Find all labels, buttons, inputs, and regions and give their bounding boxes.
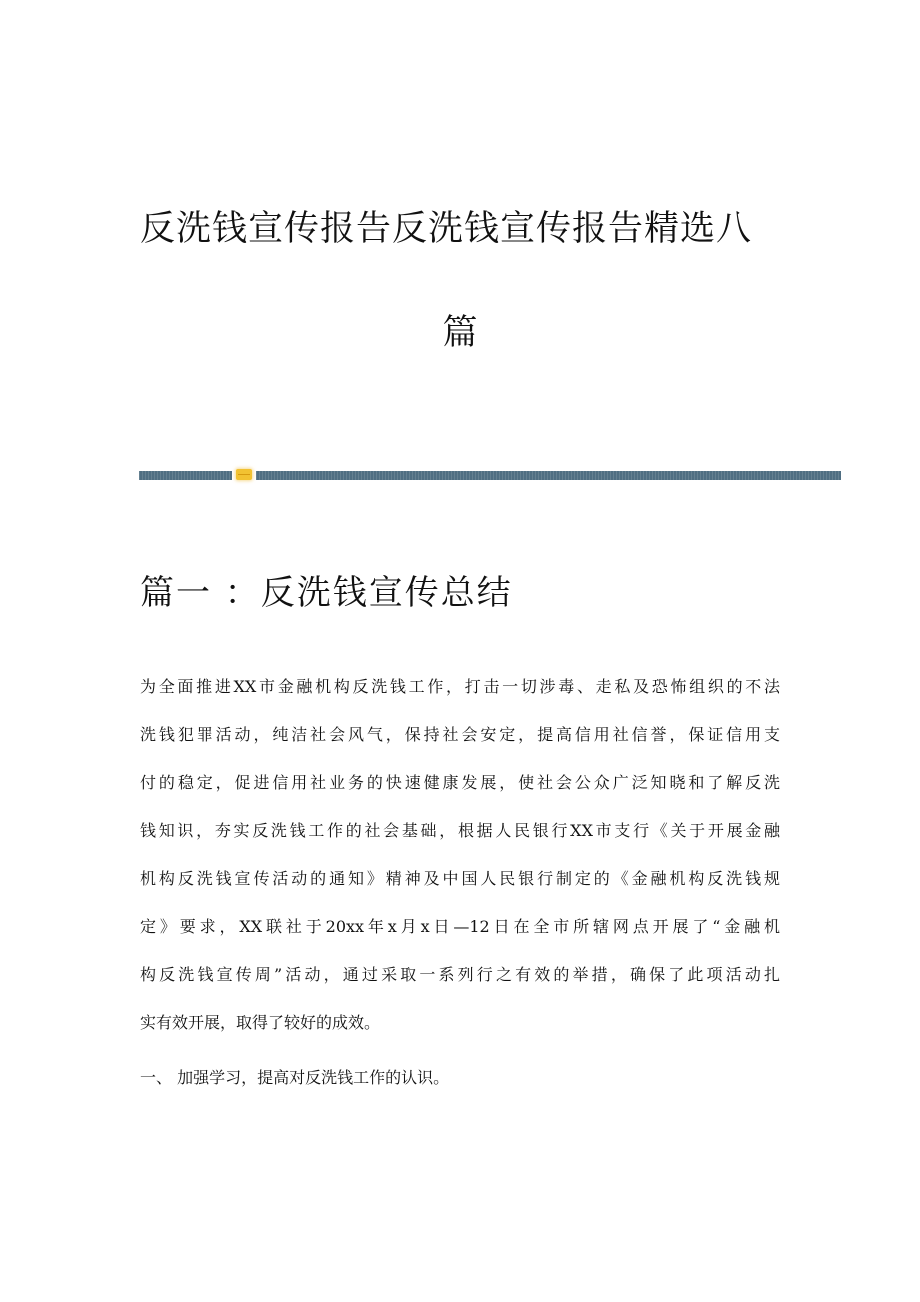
- paragraph-line: 洗钱犯罪活动，纯洁社会风气，保持社会安定，提高信用社信誉，保证信用支: [140, 725, 780, 744]
- paragraph-line: 实有效开展，取得了较好的成效。: [140, 1013, 381, 1032]
- document-title-line-1: 反洗钱宣传报告反洗钱宣传报告精选八: [140, 209, 753, 249]
- section-heading: 篇一 ：反洗钱宣传总结: [140, 573, 513, 613]
- paragraph-line: 定》要求，XX联社于20xx年x月x日—12日在全市所辖网点开展了“金融机: [140, 917, 780, 936]
- paragraph-line: 机构反洗钱宣传活动的通知》精神及中国人民银行制定的《金融机构反洗钱规: [140, 869, 780, 888]
- divider-bar-right: [256, 471, 841, 480]
- divider-bar-left: [139, 471, 232, 480]
- divider-ornament-icon: [236, 469, 252, 480]
- list-item-heading: 一、 加强学习，提高对反洗钱工作的认识。: [140, 1068, 450, 1087]
- body-paragraph: [140, 663, 780, 1047]
- document-title-line-2: 篇: [442, 313, 478, 353]
- paragraph-line: 钱知识，夯实反洗钱工作的社会基础，根据人民银行XX市支行《关于开展金融: [140, 821, 780, 840]
- paragraph-line: 付的稳定，促进信用社业务的快速健康发展，使社会公众广泛知晓和了解反洗: [140, 773, 780, 792]
- paragraph-line: 为全面推进XX市金融机构反洗钱工作，打击一切涉毒、走私及恐怖组织的不法: [140, 677, 780, 696]
- paragraph-line: 构反洗钱宣传周”活动，通过采取一系列行之有效的举措，确保了此项活动扎: [140, 965, 780, 984]
